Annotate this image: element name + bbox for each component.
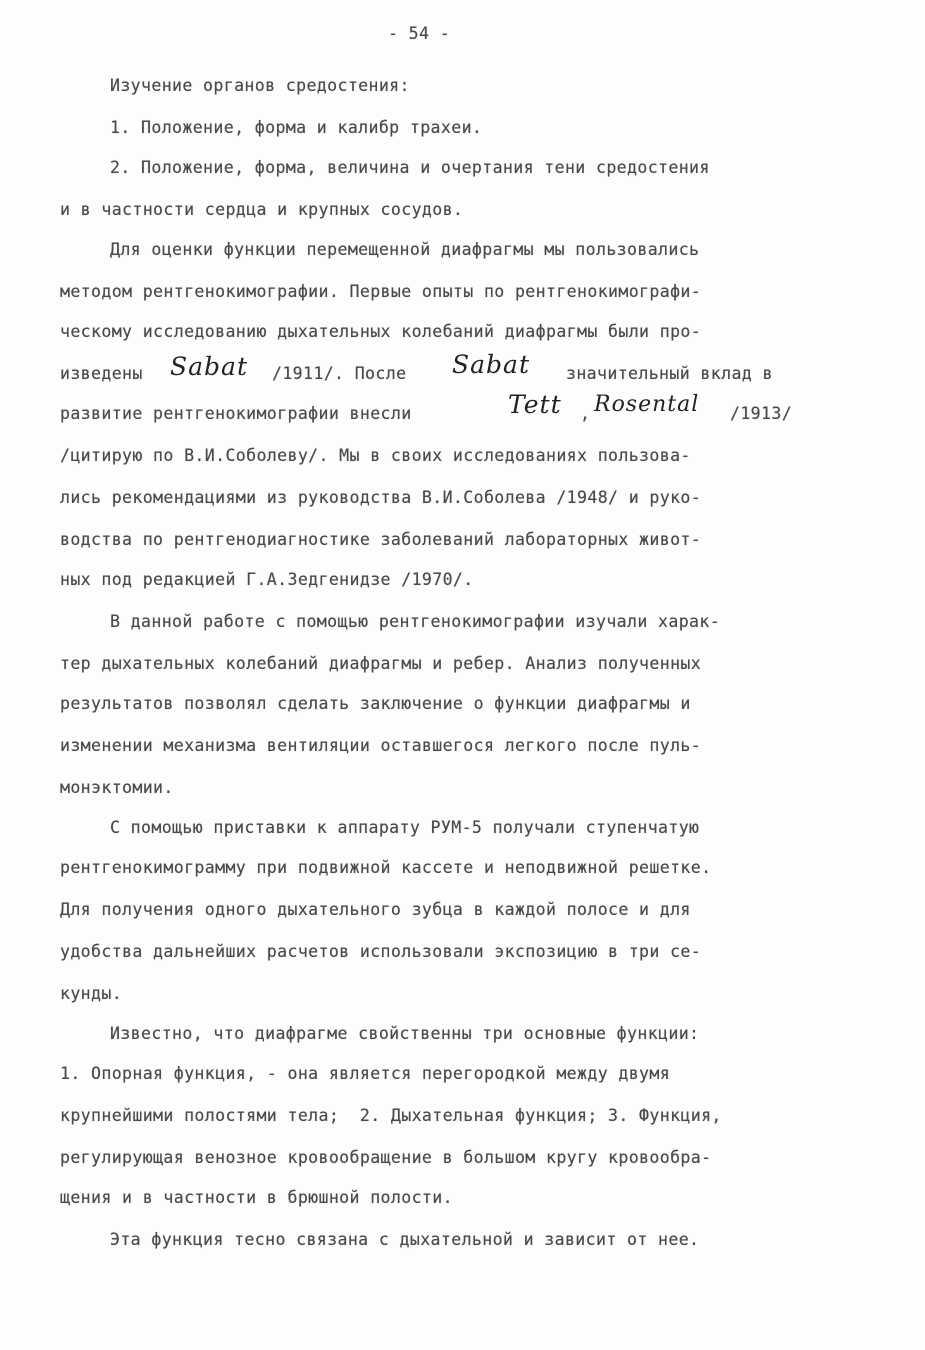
para1-line-9: ных под редакцией Г.А.Зедгенидзе /1970/. [60,570,474,589]
para2-line-4: изменении механизма вентиляции оставшегося легкого после пуль- [60,736,702,755]
para3-line-5: кунды. [60,984,123,1003]
para3-line-1: С помощью приставки к аппарату РУМ-5 получали ступенчатую [110,818,700,837]
list-item-2: 2. Положение, форма, величина и очертания тени средостения [110,158,710,177]
para4-line-3: крупнейшими полостями тела; 2. Дыхательная функция; 3. Функция, [60,1106,722,1125]
para3-line-3: Для получения одного дыхательного зубца в каждой полосе и для [60,900,691,919]
para2-line-5: монэктомии. [60,778,174,797]
para3-line-2: рентгенокимограмму при подвижной кассете и неподвижной решетке. [60,858,712,877]
section-heading: Изучение органов средостения: [110,76,410,95]
para1-line-7: лись рекомендациями из руководства В.И.Соболева /1948/ и руко- [60,488,702,507]
para2-line-3: результатов позволял сделать заключение о функции диафрагмы и [60,694,691,713]
para4-line-5: щения и в частности в брюшной полости. [60,1188,453,1207]
para4-line-1: Известно, что диафрагме свойственны три основные функции: [110,1024,700,1043]
para1-line-5-comma: , [580,404,591,423]
para2-line-1: В данной работе с помощью рентгенокимографии изучали харак- [110,612,721,631]
handwritten-author-tett: Tett [508,390,562,419]
para1-line-8: водства по рентгенодиагностике заболеваний лабораторных живот- [60,530,702,549]
para1-line-1: Для оценки функции перемещенной диафрагмы мы пользовались [110,240,700,259]
para2-line-2: тер дыхательных колебаний диафрагмы и ребер. Анализ полученных [60,654,702,673]
para1-line-4-end: значительный вклад в [566,364,773,383]
para4-line-2: 1. Опорная функция, - она является перегородкой между двумя [60,1064,671,1083]
list-item-1: 1. Положение, форма и калибр трахеи. [110,118,483,137]
para1-line-2: методом рентгенокимографии. Первые опыты по рентгенокимографи- [60,282,702,301]
list-item-2-continuation: и в частности сердца и крупных сосудов. [60,200,464,219]
para1-line-6: /цитирую по В.И.Соболеву/. Мы в своих исследованиях пользова- [60,446,691,465]
para4-line-4: регулирующая венозное кровообращение в большом кругу кровообра- [60,1148,712,1167]
para1-line-5-start: развитие рентгенокимографии внесли [60,404,412,423]
page-number: - 54 - [388,24,451,43]
handwritten-author-rosental: Rosental [594,392,700,417]
handwritten-author-sabat-2: Sabat [452,350,530,379]
para1-line-5-end: /1913/ [730,404,793,423]
para1-line-4-middle: /1911/. После [272,364,407,383]
para3-line-4: удобства дальнейших расчетов использовали экспозицию в три се- [60,942,702,961]
para1-line-4-start: изведены [60,364,143,383]
para1-line-3: ческому исследованию дыхательных колебаний диафрагмы были про- [60,322,702,341]
para5-line-1: Эта функция тесно связана с дыхательной и зависит от нее. [110,1230,700,1249]
handwritten-author-sabat-1: Sabat [170,352,248,381]
